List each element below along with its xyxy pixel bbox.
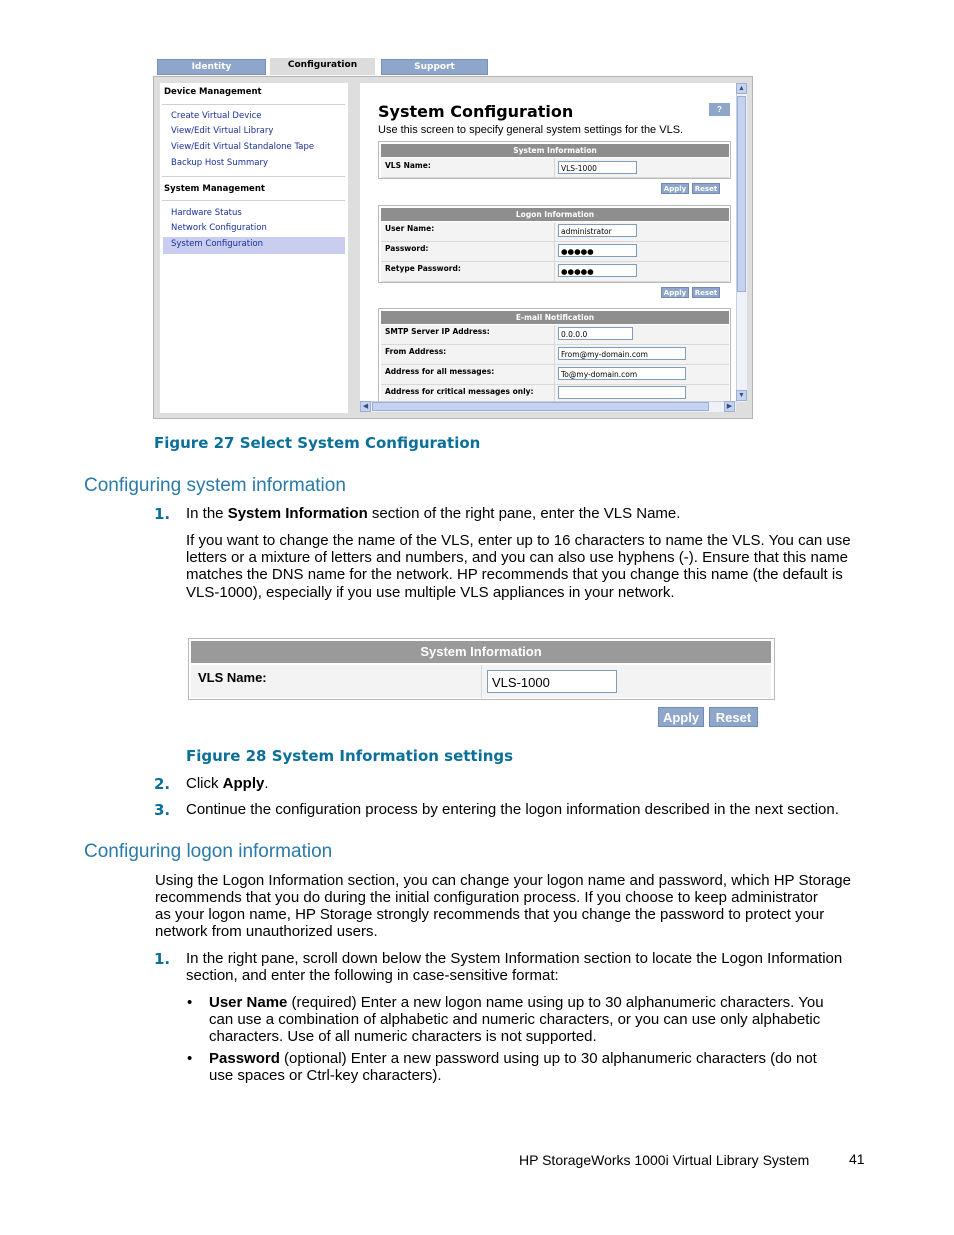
footer-title: HP StorageWorks 1000i Virtual Library System	[519, 1152, 810, 1168]
vls-name-label: VLS Name:	[385, 161, 431, 170]
apply-button[interactable]: Apply	[661, 287, 689, 298]
retype-password-label: Retype Password:	[385, 264, 461, 273]
step-3-text: Continue the configuration process by entering the logon information described in the next section.	[186, 801, 839, 818]
from-address-input[interactable]: From@my-domain.com	[558, 347, 686, 360]
horizontal-scroll-thumb[interactable]	[372, 402, 709, 411]
reset-button[interactable]: Reset	[692, 183, 720, 194]
nav-heading-device-management: Device Management	[164, 87, 262, 97]
nav-divider	[162, 104, 345, 105]
figure-28-caption: Figure 28 System Information settings	[186, 747, 514, 765]
column-divider	[481, 665, 482, 698]
step-2-text: Click Apply.	[186, 775, 269, 792]
step-number: 3.	[154, 801, 171, 819]
figure-28-reset-button[interactable]: Reset	[709, 707, 758, 727]
vertical-scroll-thumb[interactable]	[737, 96, 746, 292]
critical-messages-label: Address for critical messages only:	[385, 387, 534, 396]
paragraph-line: VLS-1000), especially if you use multiple VLS appliances in your network.	[186, 584, 675, 601]
paragraph-line: characters. Use of all numeric characters is not supported.	[209, 1028, 597, 1045]
nav-link-view-edit-standalone-tape[interactable]: View/Edit Virtual Standalone Tape	[171, 142, 315, 152]
figure-28-apply-button[interactable]: Apply	[658, 707, 704, 727]
column-divider	[554, 158, 555, 177]
bullet-icon: •	[187, 1050, 193, 1067]
step-number: 2.	[154, 775, 171, 793]
figure-27-caption: Figure 27 Select System Configuration	[154, 434, 481, 452]
paragraph-line: If you want to change the name of the VLS, enter up to 16 characters to name the VLS. You can use	[186, 532, 851, 549]
password-input[interactable]: ●●●●●	[558, 244, 637, 257]
tab-configuration[interactable]: Configuration	[270, 58, 375, 75]
scroll-right-arrow-icon[interactable]: ▶	[724, 401, 735, 412]
password-label: Password:	[385, 244, 429, 253]
apply-button[interactable]: Apply	[661, 183, 689, 194]
critical-messages-input[interactable]	[558, 386, 686, 399]
all-messages-label: Address for all messages:	[385, 367, 495, 376]
heading-configuring-logon-information: Configuring logon information	[84, 841, 333, 862]
paragraph-line: network from unauthorized users.	[155, 923, 378, 940]
paragraph-line: section, and enter the following in case-sensitive format:	[186, 967, 559, 984]
bullet-1-line: User Name (required) Enter a new logon name using up to 30 alphanumeric characters. You	[209, 994, 824, 1011]
nav-link-network-configuration[interactable]: Network Configuration	[171, 223, 267, 233]
bullet-2-line: Password (optional) Enter a new password using up to 30 alphanumeric characters (do not	[209, 1050, 817, 1067]
logon-info-heading: Logon Information	[381, 208, 729, 221]
page-title: System Configuration	[378, 102, 574, 121]
nav-link-hardware-status[interactable]: Hardware Status	[171, 208, 242, 218]
paragraph-line: recommends that you do during the initial configuration process. If you choose to keep administrator	[155, 889, 818, 906]
figure-28-heading: System Information	[191, 641, 771, 663]
smtp-input[interactable]: 0.0.0.0	[558, 327, 633, 340]
step-1-text: In the System Information section of the right pane, enter the VLS Name.	[186, 505, 681, 522]
paragraph-line: In the right pane, scroll down below the System Information section to locate the Logon Information	[186, 950, 843, 967]
nav-link-create-virtual-device[interactable]: Create Virtual Device	[171, 111, 262, 121]
from-address-label: From Address:	[385, 347, 447, 356]
username-input[interactable]: administrator	[558, 224, 637, 237]
nav-divider	[162, 176, 345, 177]
retype-password-input[interactable]: ●●●●●	[558, 264, 637, 277]
nav-divider	[162, 200, 345, 201]
step-number: 1.	[154, 950, 171, 968]
paragraph-line: letters or a mixture of letters and numbers, and you can also use hyphens (-). Ensure that this name	[186, 549, 848, 566]
reset-button[interactable]: Reset	[692, 287, 720, 298]
scroll-up-arrow-icon[interactable]: ▲	[736, 83, 747, 94]
scroll-left-arrow-icon[interactable]: ◀	[360, 401, 371, 412]
nav-link-system-configuration[interactable]: System Configuration	[171, 239, 264, 249]
smtp-label: SMTP Server IP Address:	[385, 327, 490, 336]
paragraph-line: can use a combination of alphabetic and numeric characters, or you can use only alphabetic	[209, 1011, 821, 1028]
all-messages-input[interactable]: To@my-domain.com	[558, 367, 686, 380]
vls-name-input[interactable]: VLS-1000	[558, 161, 637, 174]
heading-configuring-system-information: Configuring system information	[84, 475, 346, 496]
column-divider	[554, 222, 555, 281]
system-info-heading: System Information	[381, 144, 729, 157]
username-label: User Name:	[385, 224, 435, 233]
figure-28-vls-name-label: VLS Name:	[198, 670, 267, 685]
scroll-down-arrow-icon[interactable]: ▼	[736, 390, 747, 401]
nav-link-backup-host-summary[interactable]: Backup Host Summary	[171, 158, 268, 168]
email-notification-heading: E-mail Notification	[381, 311, 729, 324]
bullet-icon: •	[187, 994, 193, 1011]
paragraph-line: matches the DNS name for the network. HP recommends that you change this name (the default is	[186, 566, 843, 583]
figure-28-vls-name-input[interactable]: VLS-1000	[487, 670, 617, 693]
help-button[interactable]: ?	[709, 103, 730, 116]
paragraph-line: use spaces or Ctrl-key characters).	[209, 1067, 442, 1084]
vls-name-row	[381, 158, 729, 178]
tab-support[interactable]: Support	[381, 59, 488, 75]
password-row	[381, 242, 729, 262]
page-description: Use this screen to specify general system settings for the VLS.	[378, 124, 684, 136]
nav-heading-system-management: System Management	[164, 184, 265, 194]
page-number: 41	[849, 1151, 865, 1167]
tab-identity[interactable]: Identity	[157, 59, 266, 75]
paragraph-line: Using the Logon Information section, you can change your logon name and password, which HP Storage	[155, 872, 851, 889]
step-number: 1.	[154, 505, 171, 523]
paragraph-line: as your logon name, HP Storage strongly recommends that you change the password to protect your	[155, 906, 825, 923]
column-divider	[554, 325, 555, 401]
nav-link-view-edit-virtual-library[interactable]: View/Edit Virtual Library	[171, 126, 274, 136]
